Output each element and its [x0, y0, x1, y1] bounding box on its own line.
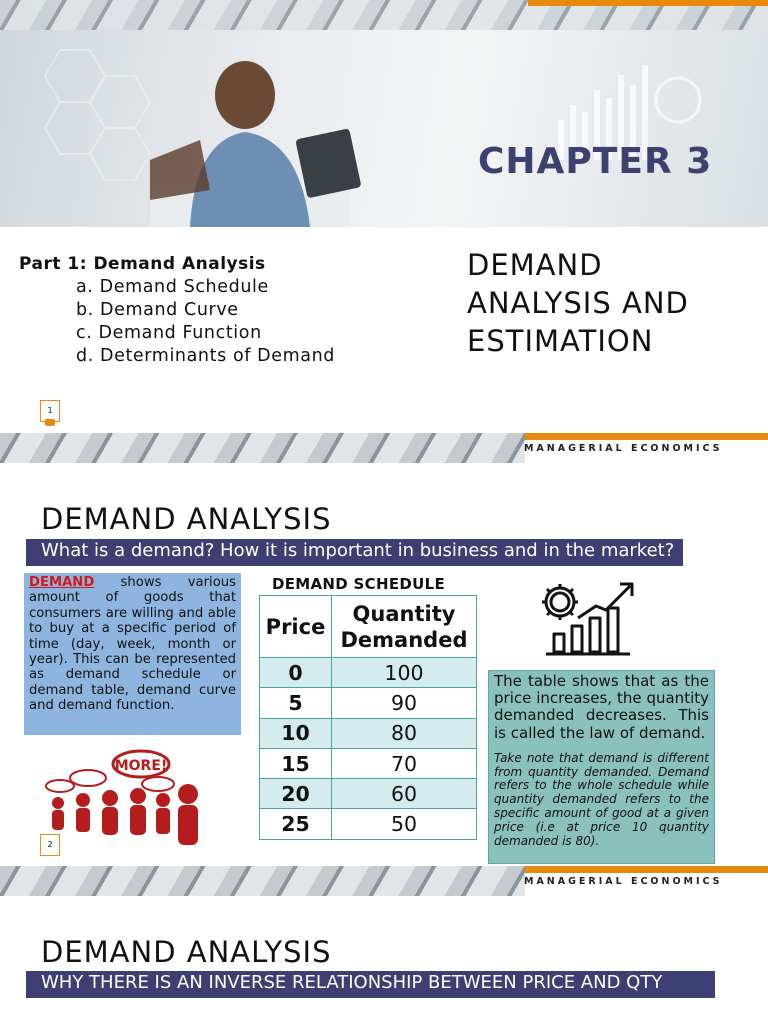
question-band: What is a demand? How it is important in business and in the market?	[26, 539, 683, 566]
chapter-title: CHAPTER 3	[478, 141, 713, 182]
law-text: The table shows that as the price increases, the quantity demanded decreases. This is called the law of demand.	[494, 672, 709, 742]
definition-box	[24, 573, 241, 735]
title-line: ESTIMATION	[467, 324, 654, 358]
hero-banner	[0, 0, 768, 227]
law-of-demand-box	[488, 670, 715, 864]
crowd-more-image	[38, 748, 214, 856]
growth-chart-icon	[538, 578, 638, 660]
table-row	[260, 809, 477, 839]
part-title: Part 1: Demand Analysis	[19, 254, 266, 274]
page-number-label: 2	[47, 840, 53, 849]
slide-footer	[0, 433, 768, 463]
slide-heading: DEMAND ANALYSIS	[41, 502, 332, 536]
architecture-strip	[0, 866, 525, 896]
quantity-cell: 100	[332, 658, 477, 688]
list-item: d. Determinants of Demand	[76, 346, 335, 366]
price-cell: 5	[260, 688, 332, 718]
demand-schedule-table	[259, 595, 477, 840]
footer-label: MANAGERIAL ECONOMICS	[524, 443, 723, 454]
list-item: b. Demand Curve	[76, 300, 239, 320]
slide-heading: DEMAND ANALYSIS	[41, 935, 332, 969]
page-marker	[45, 419, 55, 426]
slide-1	[0, 0, 768, 433]
list-item: a. Demand Schedule	[76, 277, 269, 297]
price-cell: 15	[260, 748, 332, 778]
schedule-title: DEMAND SCHEDULE	[272, 575, 446, 593]
price-cell: 10	[260, 718, 332, 748]
table-row	[260, 779, 477, 809]
businessman-image	[150, 40, 350, 227]
quantity-cell: 80	[332, 718, 477, 748]
quantity-cell: 70	[332, 748, 477, 778]
note-text: Take note that demand is different from quantity demanded. Demand refers to the whole schedule while quantity demanded refers to the specific amount of good at a given price (i.e at price 10 quantity demanded is 80).	[494, 750, 709, 848]
table-row	[260, 658, 477, 688]
slide-main-title	[467, 246, 757, 360]
question-band: WHY THERE IS AN INVERSE RELATIONSHIP BETWEEN PRICE AND QTY DEMAND?	[26, 971, 715, 998]
quantity-cell: 90	[332, 688, 477, 718]
table-row	[260, 748, 477, 778]
footer-label: MANAGERIAL ECONOMICS	[524, 876, 723, 887]
accent-bar	[528, 0, 768, 6]
table-row	[260, 718, 477, 748]
more-sign-text: MORE!	[114, 758, 168, 774]
title-line: DEMAND	[467, 248, 603, 282]
accent-bar	[525, 866, 768, 873]
quantity-cell: 60	[332, 779, 477, 809]
price-cell: 25	[260, 809, 332, 839]
architecture-strip	[0, 433, 525, 463]
definition-keyword: DEMAND	[29, 575, 95, 590]
page-number	[40, 834, 60, 856]
slide-footer	[0, 866, 768, 896]
table-header-row	[260, 596, 477, 658]
column-header-price: Price	[260, 596, 332, 658]
quantity-cell: 50	[332, 809, 477, 839]
list-item: c. Demand Function	[76, 323, 262, 343]
column-header-quantity: Quantity Demanded	[332, 596, 477, 658]
accent-bar	[525, 433, 768, 440]
part-outline	[19, 254, 335, 368]
title-line: ANALYSIS AND	[467, 286, 689, 320]
price-cell: 0	[260, 658, 332, 688]
definition-text: shows various amount of goods that consumers are willing and able to buy at a specific period of time (day, week, month or year). This can be represented as demand schedule or demand table, demand curve and demand function.	[29, 575, 236, 714]
price-cell: 20	[260, 779, 332, 809]
page-number	[40, 400, 60, 422]
table-row	[260, 688, 477, 718]
page-number-label: 1	[47, 406, 53, 415]
part-list	[76, 276, 335, 368]
